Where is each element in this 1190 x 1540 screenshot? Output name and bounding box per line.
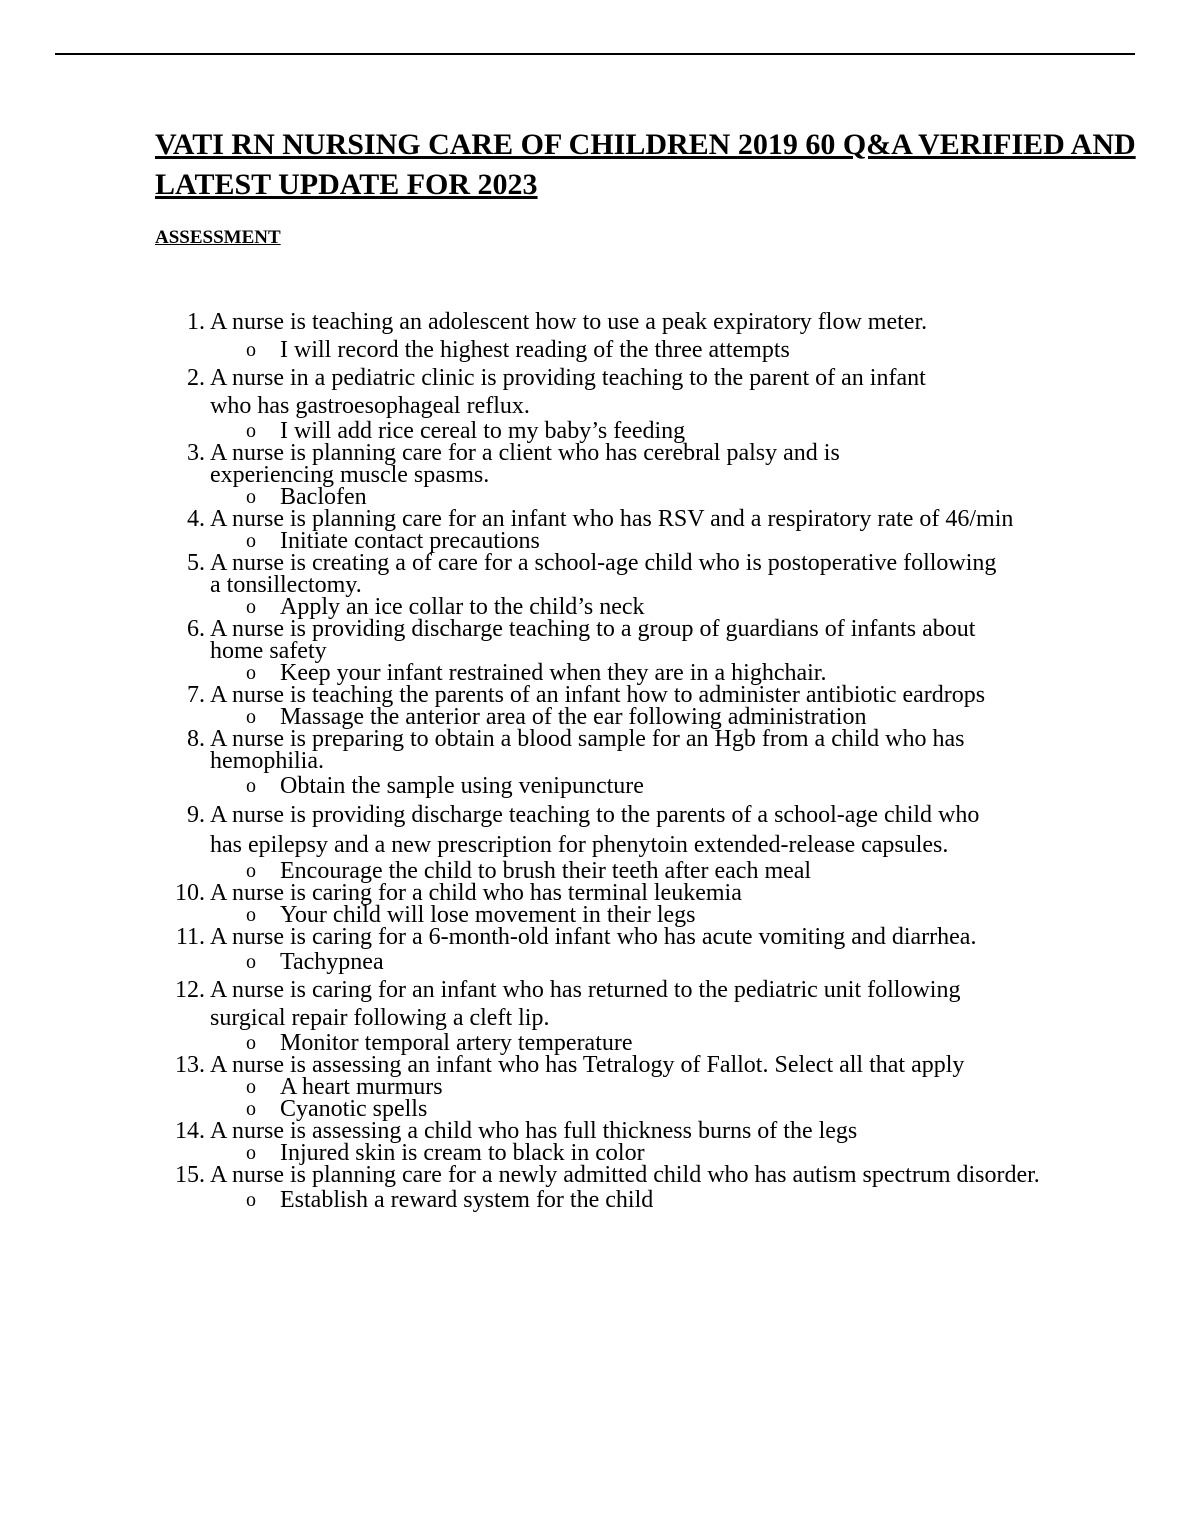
question-text: A nurse is planning care for a client who has cerebral palsy and is experiencing muscle spasms.: [210, 440, 840, 488]
answer-text: Keep your infant restrained when they are in a highchair.: [280, 660, 827, 686]
top-rule: [55, 53, 1135, 55]
answer-item: [0, 420, 1190, 442]
document-title: VATI RN NURSING CARE OF CHILDREN 2019 60 Q&A VERIFIED AND LATEST UPDATE FOR 2023: [155, 128, 1136, 201]
section-heading: ASSESSMENT: [155, 227, 281, 248]
question-number: 3.: [187, 440, 205, 466]
question-text: A nurse is planning care for a newly admitted child who has autism spectrum disorder.: [210, 1162, 1040, 1188]
answer-item: [0, 1142, 1190, 1164]
question-number: 7.: [187, 682, 205, 708]
question-text: A nurse is caring for a child who has terminal leukemia: [210, 880, 742, 906]
bullet-icon: o: [246, 951, 256, 973]
question-item: [0, 508, 1190, 530]
bullet-icon: o: [246, 339, 256, 361]
answer-text: Obtain the sample using venipuncture: [280, 773, 644, 799]
question-number: 1.: [187, 309, 205, 335]
question-text: A nurse is providing discharge teaching to a group of guardians of infants about home safety: [210, 616, 976, 664]
bullet-icon: o: [246, 1098, 256, 1120]
question-item: [0, 728, 1190, 772]
answer-item: [0, 1032, 1190, 1054]
question-number: 9.: [187, 802, 205, 828]
question-text: A nurse is creating a of care for a school-age child who is postoperative following a tonsillectomy.: [210, 550, 997, 598]
answer-item: [0, 336, 1190, 364]
answer-item: [0, 772, 1190, 800]
question-number: 2.: [187, 365, 205, 391]
bullet-icon: o: [246, 706, 256, 728]
answer-text: A heart murmurs: [280, 1074, 443, 1100]
bullet-icon: o: [246, 530, 256, 552]
question-item: [0, 976, 1190, 1032]
bullet-icon: o: [246, 1076, 256, 1098]
answer-text: Your child will lose movement in their legs: [280, 902, 696, 928]
answer-text: Establish a reward system for the child: [280, 1187, 654, 1213]
question-text: A nurse is caring for an infant who has returned to the pediatric unit following surgical repair following a cleft lip.: [210, 977, 961, 1031]
bullet-icon: o: [246, 1189, 256, 1211]
bullet-icon: o: [246, 775, 256, 797]
question-item: [0, 618, 1190, 662]
bullet-icon: o: [246, 486, 256, 508]
bullet-icon: o: [246, 904, 256, 926]
question-number: 5.: [187, 550, 205, 576]
question-number: 13.: [175, 1052, 205, 1078]
question-number: 10.: [175, 880, 205, 906]
question-item: [0, 926, 1190, 948]
answer-item: [0, 662, 1190, 684]
question-number: 15.: [175, 1162, 205, 1188]
question-number: 8.: [187, 726, 205, 752]
bullet-icon: o: [246, 420, 256, 442]
question-number: 14.: [175, 1118, 205, 1144]
answer-text: Massage the anterior area of the ear following administration: [280, 704, 867, 730]
answer-text: Encourage the child to brush their teeth after each meal: [280, 858, 812, 884]
question-item: [0, 882, 1190, 904]
answer-item: [0, 486, 1190, 508]
question-item: [0, 1120, 1190, 1142]
question-text: A nurse is assessing a child who has full thickness burns of the legs: [210, 1118, 858, 1144]
question-item: [0, 1054, 1190, 1076]
question-text: A nurse is planning care for an infant who has RSV and a respiratory rate of 46/min: [210, 506, 1014, 532]
answer-item: [0, 1076, 1190, 1098]
question-text: A nurse is teaching an adolescent how to use a peak expiratory flow meter.: [210, 309, 928, 335]
answer-text: I will add rice cereal to my baby’s feeding: [280, 418, 686, 444]
answer-item: [0, 1186, 1190, 1214]
bullet-icon: o: [246, 596, 256, 618]
question-text: A nurse is teaching the parents of an infant how to administer antibiotic eardrops: [210, 682, 986, 708]
answer-text: Tachypnea: [280, 949, 384, 975]
answer-text: Monitor temporal artery temperature: [280, 1030, 633, 1056]
question-number: 11.: [175, 924, 205, 950]
answer-item: [0, 1098, 1190, 1120]
question-number: 4.: [187, 506, 205, 532]
question-item: [0, 800, 1190, 860]
answer-text: Cyanotic spells: [280, 1096, 428, 1122]
question-text: A nurse is providing discharge teaching to the parents of a school-age child who has epilepsy and a new prescription for phenytoin extended-release capsules.: [210, 802, 980, 858]
question-list: [0, 308, 1190, 1214]
question-text: A nurse is caring for a 6-month-old infant who has acute vomiting and diarrhea.: [210, 924, 977, 950]
question-text: A nurse is assessing an infant who has Tetralogy of Fallot. Select all that apply: [210, 1052, 965, 1078]
question-item: [0, 442, 1190, 486]
question-item: [0, 308, 1190, 336]
answer-text: Injured skin is cream to black in color: [280, 1140, 645, 1166]
question-number: 12.: [175, 977, 205, 1003]
question-item: [0, 552, 1190, 596]
answer-item: [0, 948, 1190, 976]
answer-item: [0, 530, 1190, 552]
answer-text: I will record the highest reading of the three attempts: [280, 337, 790, 363]
question-item: [0, 1164, 1190, 1186]
question-item: [0, 364, 1190, 420]
question-item: [0, 684, 1190, 706]
bullet-icon: o: [246, 860, 256, 882]
question-text: A nurse is preparing to obtain a blood sample for an Hgb from a child who has hemophilia.: [210, 726, 965, 774]
answer-text: Baclofen: [280, 484, 367, 510]
answer-item: [0, 904, 1190, 926]
question-number: 6.: [187, 616, 205, 642]
answer-text: Initiate contact precautions: [280, 528, 540, 554]
bullet-icon: o: [246, 1142, 256, 1164]
answer-item: [0, 860, 1190, 882]
bullet-icon: o: [246, 662, 256, 684]
answer-text: Apply an ice collar to the child’s neck: [280, 594, 645, 620]
question-text: A nurse in a pediatric clinic is providing teaching to the parent of an infant who has gastroesophageal reflux.: [210, 365, 926, 419]
bullet-icon: o: [246, 1032, 256, 1054]
answer-item: [0, 596, 1190, 618]
answer-item: [0, 706, 1190, 728]
